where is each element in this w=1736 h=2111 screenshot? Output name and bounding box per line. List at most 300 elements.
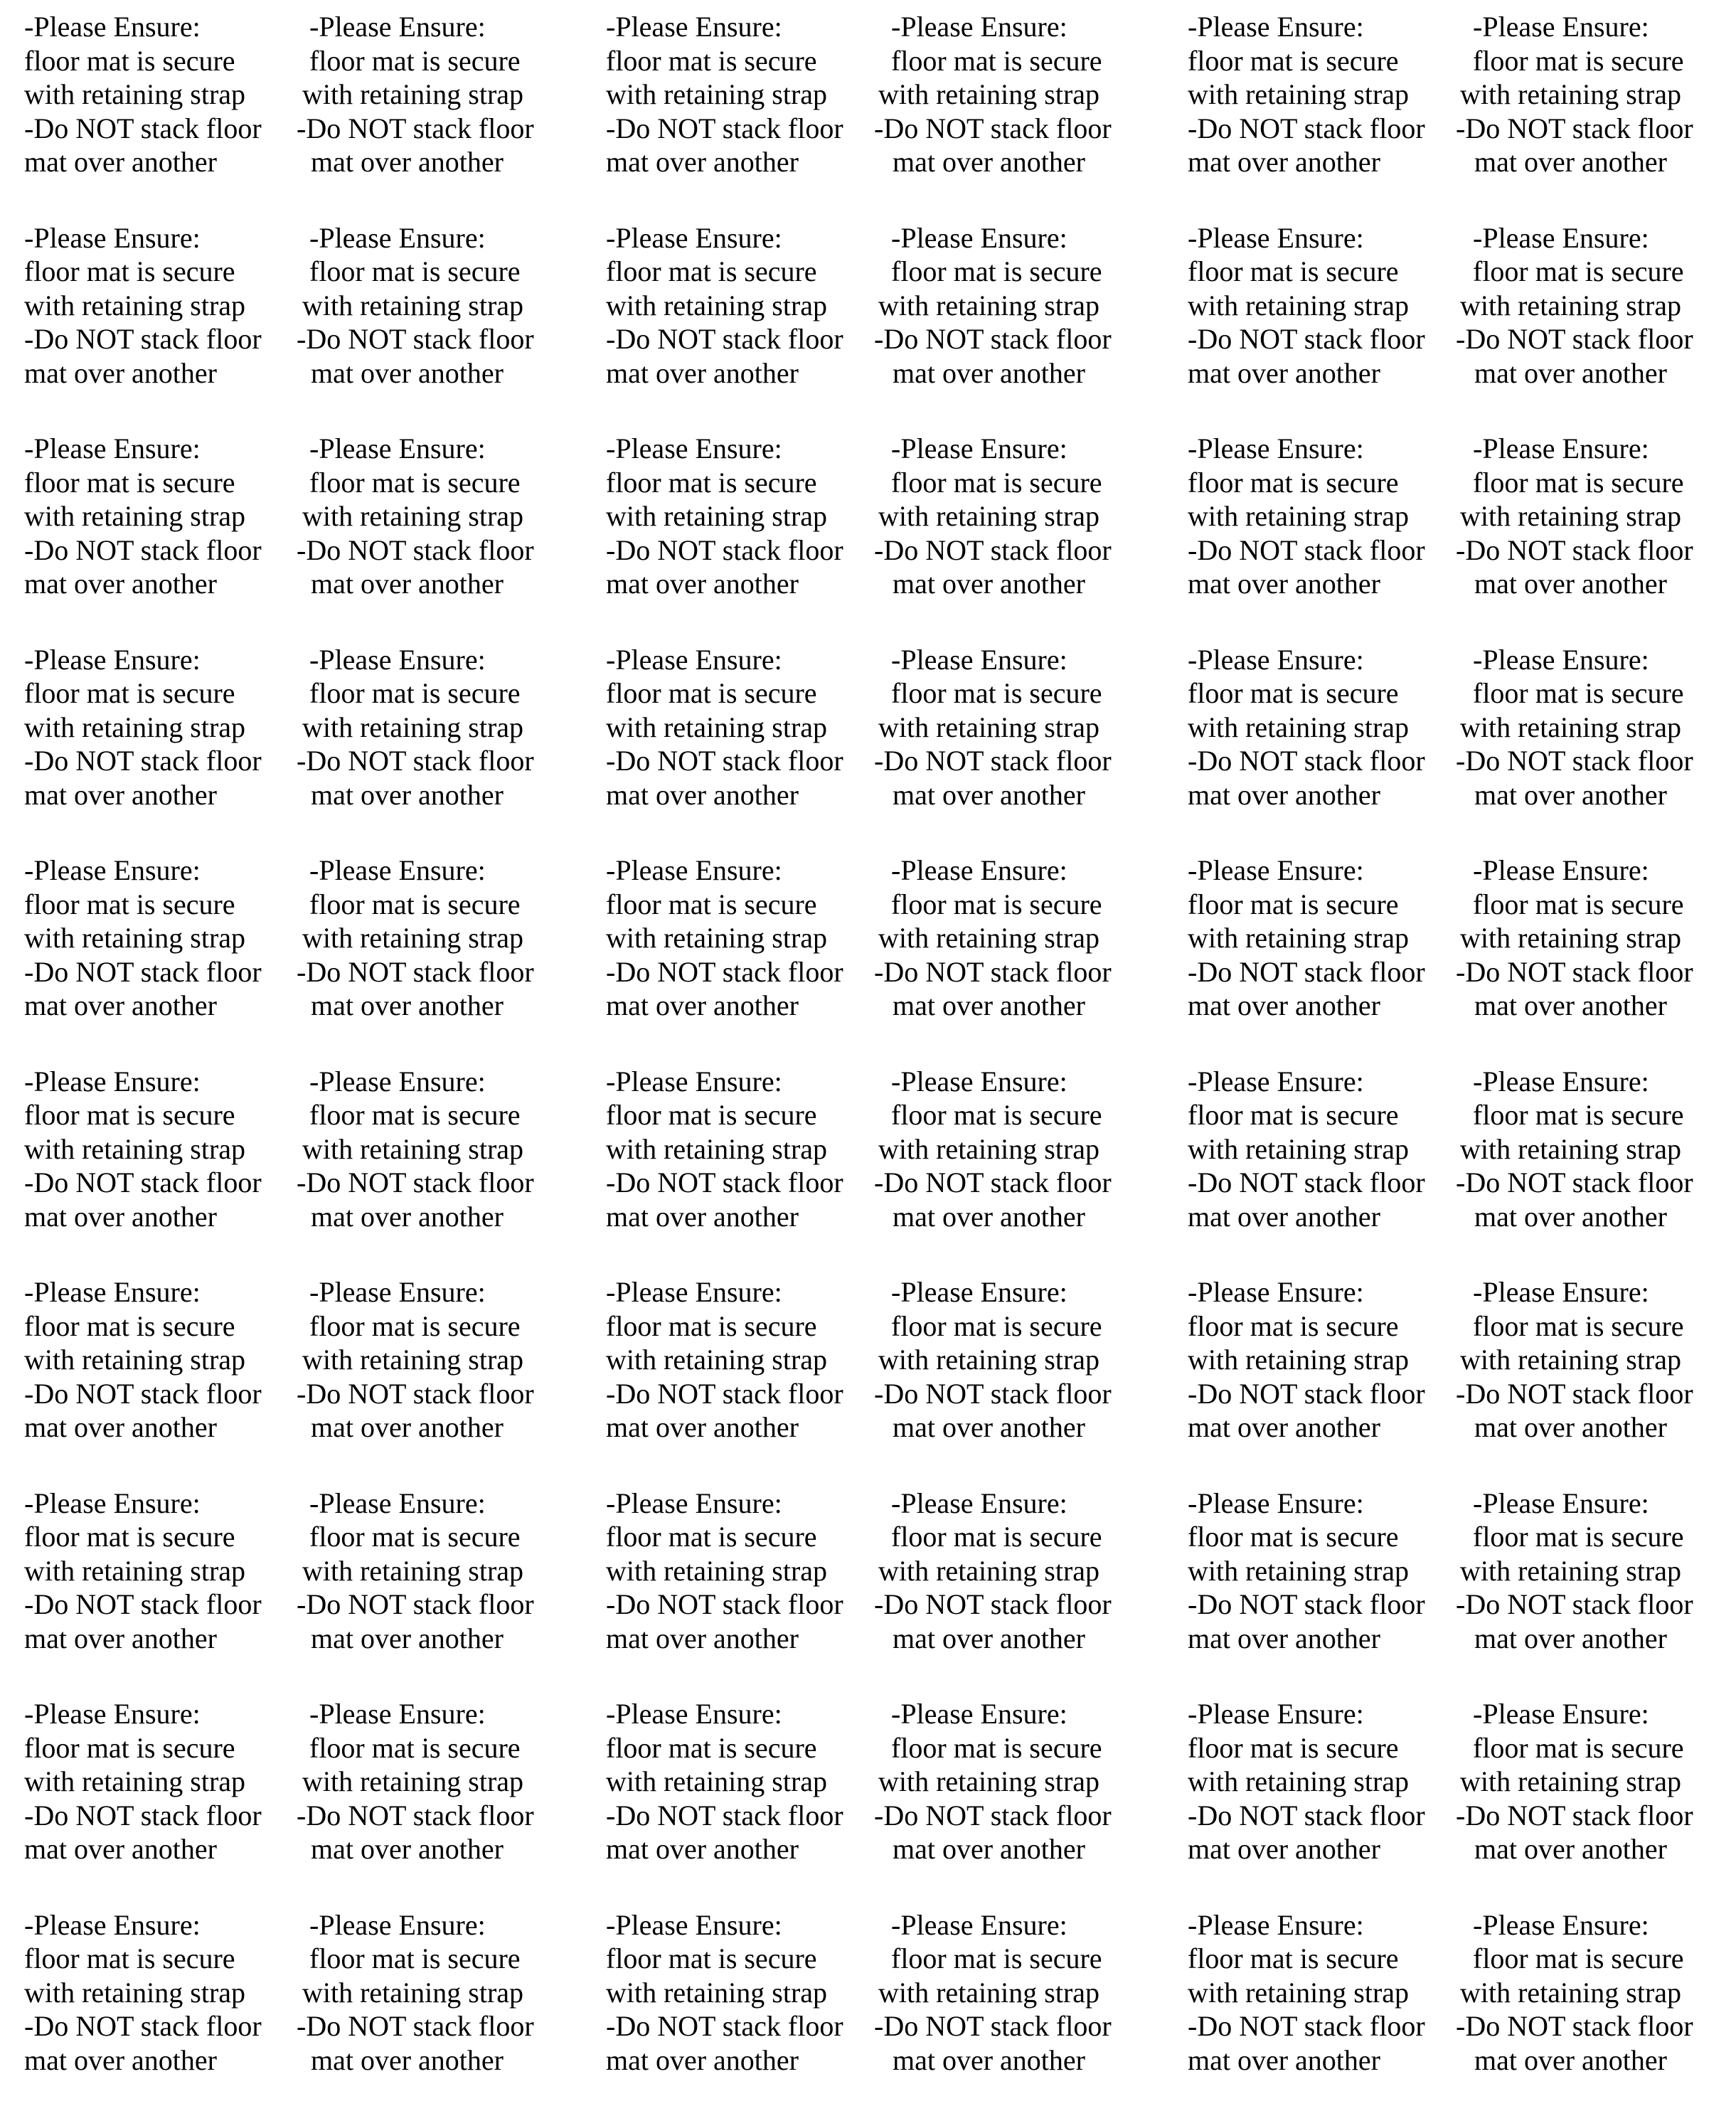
label-line: with retaining strap	[302, 1976, 524, 2009]
mat-label	[606, 10, 890, 179]
label-line: with retaining strap	[24, 1344, 246, 1376]
label-line: with retaining strap	[1188, 922, 1410, 954]
label-line: with retaining strap	[1188, 500, 1410, 532]
label-line: mat over another	[606, 1833, 799, 1865]
label-line: -Do NOT stack floor	[606, 112, 843, 144]
label-line: -Do NOT stack floor	[297, 1588, 534, 1620]
label-line: floor mat is secure	[24, 1731, 235, 1764]
label-line: mat over another	[893, 2043, 1085, 2076]
mat-label	[297, 1908, 587, 2078]
label-line: with retaining strap	[24, 500, 246, 532]
label-line: -Please Ensure:	[606, 1908, 782, 1941]
label-line: with retaining strap	[302, 711, 524, 743]
label-line: mat over another	[1188, 2043, 1380, 2076]
label-line: -Please Ensure:	[1188, 221, 1364, 254]
label-line: -Please Ensure:	[606, 854, 782, 886]
mat-label	[1188, 1487, 1472, 1656]
label-line: with retaining strap	[606, 1344, 828, 1376]
mat-label	[24, 432, 309, 601]
label-line: -Do NOT stack floor	[1188, 1588, 1425, 1620]
mat-label	[874, 1908, 1168, 2078]
mat-label	[874, 1487, 1168, 1656]
mat-label	[24, 854, 309, 1023]
label-line: -Please Ensure:	[24, 1065, 201, 1097]
label-line: -Do NOT stack floor	[1456, 1377, 1693, 1410]
label-line: -Please Ensure:	[891, 1276, 1067, 1308]
label-line: floor mat is secure	[1473, 1521, 1684, 1553]
label-line: -Do NOT stack floor	[297, 533, 534, 566]
label-line: with retaining strap	[24, 1132, 246, 1165]
label-line: -Do NOT stack floor	[24, 1799, 262, 1831]
mat-label	[1188, 432, 1472, 601]
label-line: mat over another	[893, 1833, 1085, 1865]
label-line: -Do NOT stack floor	[1456, 1166, 1693, 1198]
label-line: -Please Ensure:	[1188, 1908, 1364, 1941]
label-line: -Do NOT stack floor	[297, 1377, 534, 1410]
label-line: mat over another	[606, 1622, 799, 1654]
label-line: -Please Ensure:	[1188, 1698, 1364, 1730]
label-line: -Do NOT stack floor	[1188, 112, 1425, 144]
label-line: with retaining strap	[878, 289, 1100, 321]
mat-label	[24, 221, 309, 390]
label-line: floor mat is secure	[1188, 1521, 1399, 1553]
label-line: mat over another	[1188, 146, 1380, 178]
label-line: with retaining strap	[606, 922, 828, 954]
label-line: mat over another	[24, 1411, 217, 1443]
label-line: -Do NOT stack floor	[297, 745, 534, 777]
mat-label	[874, 1275, 1168, 1445]
label-line: -Do NOT stack floor	[24, 955, 262, 988]
label-line: -Please Ensure:	[1188, 643, 1364, 676]
label-line: -Do NOT stack floor	[24, 112, 262, 144]
label-line: floor mat is secure	[606, 1099, 817, 1131]
label-line: -Do NOT stack floor	[874, 112, 1112, 144]
label-line: -Please Ensure:	[1473, 432, 1649, 464]
label-line: mat over another	[24, 568, 217, 600]
label-line: with retaining strap	[1460, 922, 1682, 954]
label-line: mat over another	[606, 568, 799, 600]
label-line: floor mat is secure	[606, 44, 817, 77]
label-line: -Do NOT stack floor	[24, 323, 262, 355]
label-line: with retaining strap	[1188, 78, 1410, 110]
label-line: floor mat is secure	[24, 44, 235, 77]
label-line: floor mat is secure	[309, 1309, 521, 1342]
label-line: floor mat is secure	[891, 1731, 1102, 1764]
label-line: floor mat is secure	[309, 255, 521, 287]
label-line: with retaining strap	[878, 78, 1100, 110]
label-line: with retaining strap	[1460, 1765, 1682, 1797]
label-line: -Please Ensure:	[24, 854, 201, 886]
label-line: -Do NOT stack floor	[874, 323, 1112, 355]
mat-label	[297, 1697, 587, 1866]
label-line: with retaining strap	[878, 500, 1100, 532]
label-line: mat over another	[24, 1833, 217, 1865]
label-line: with retaining strap	[1460, 78, 1682, 110]
label-line: -Please Ensure:	[1473, 1065, 1649, 1097]
mat-label	[1456, 1275, 1736, 1445]
mat-label	[1456, 1065, 1736, 1234]
mat-label	[874, 432, 1168, 601]
label-line: -Please Ensure:	[606, 221, 782, 254]
label-line: floor mat is secure	[24, 1521, 235, 1553]
label-line: floor mat is secure	[606, 1731, 817, 1764]
label-line: mat over another	[1474, 2043, 1667, 2076]
label-line: mat over another	[24, 1200, 217, 1233]
label-line: -Please Ensure:	[891, 1908, 1067, 1941]
label-line: with retaining strap	[878, 1554, 1100, 1587]
label-line: floor mat is secure	[606, 466, 817, 499]
label-line: -Do NOT stack floor	[1188, 1377, 1425, 1410]
label-line: -Please Ensure:	[1188, 11, 1364, 43]
label-line: -Do NOT stack floor	[1188, 745, 1425, 777]
label-line: -Do NOT stack floor	[606, 745, 843, 777]
label-line: with retaining strap	[1460, 711, 1682, 743]
label-line: -Do NOT stack floor	[1456, 955, 1693, 988]
label-line: mat over another	[1474, 568, 1667, 600]
label-line: with retaining strap	[1460, 289, 1682, 321]
label-line: floor mat is secure	[606, 255, 817, 287]
label-line: with retaining strap	[1460, 1976, 1682, 2009]
label-line: -Please Ensure:	[24, 1698, 201, 1730]
label-line: -Please Ensure:	[1473, 11, 1649, 43]
label-line: -Do NOT stack floor	[606, 533, 843, 566]
label-line: -Do NOT stack floor	[24, 2010, 262, 2042]
label-line: mat over another	[1188, 568, 1380, 600]
label-line: with retaining strap	[1188, 711, 1410, 743]
label-line: -Please Ensure:	[24, 1487, 201, 1519]
mat-label	[297, 854, 587, 1023]
label-line: with retaining strap	[24, 1765, 246, 1797]
label-line: -Do NOT stack floor	[1456, 323, 1693, 355]
label-line: -Please Ensure:	[24, 221, 201, 254]
label-line: -Do NOT stack floor	[1188, 1799, 1425, 1831]
label-line: floor mat is secure	[309, 44, 521, 77]
label-line: mat over another	[893, 146, 1085, 178]
label-line: mat over another	[893, 1200, 1085, 1233]
label-line: -Please Ensure:	[309, 11, 486, 43]
mat-label	[874, 1065, 1168, 1234]
label-line: -Please Ensure:	[1188, 854, 1364, 886]
mat-label	[297, 221, 587, 390]
mat-label	[1188, 1697, 1472, 1866]
label-line: -Please Ensure:	[1473, 221, 1649, 254]
mat-label	[1456, 10, 1736, 179]
label-line: mat over another	[606, 2043, 799, 2076]
mat-label	[1188, 1065, 1472, 1234]
mat-label	[606, 1908, 890, 2078]
mat-label	[606, 1487, 890, 1656]
label-line: -Do NOT stack floor	[1456, 745, 1693, 777]
label-line: with retaining strap	[1460, 500, 1682, 532]
label-line: -Please Ensure:	[309, 1908, 486, 1941]
label-line: mat over another	[1188, 778, 1380, 811]
label-line: floor mat is secure	[1188, 1099, 1399, 1131]
label-line: -Do NOT stack floor	[606, 1588, 843, 1620]
label-line: mat over another	[24, 2043, 217, 2076]
label-line: -Please Ensure:	[891, 643, 1067, 676]
mat-label	[874, 10, 1168, 179]
mat-label	[24, 1065, 309, 1234]
label-line: -Please Ensure:	[606, 432, 782, 464]
label-line: with retaining strap	[1188, 1554, 1410, 1587]
label-line: floor mat is secure	[891, 888, 1102, 920]
label-line: -Please Ensure:	[891, 1487, 1067, 1519]
label-line: floor mat is secure	[1473, 888, 1684, 920]
label-line: -Do NOT stack floor	[1188, 1166, 1425, 1198]
label-line: -Do NOT stack floor	[1456, 1799, 1693, 1831]
label-line: -Please Ensure:	[309, 221, 486, 254]
label-line: -Please Ensure:	[891, 221, 1067, 254]
label-line: floor mat is secure	[891, 1099, 1102, 1131]
mat-label	[1188, 10, 1472, 179]
label-line: -Do NOT stack floor	[1456, 533, 1693, 566]
label-line: -Do NOT stack floor	[24, 1377, 262, 1410]
label-line: mat over another	[1474, 778, 1667, 811]
label-line: mat over another	[893, 356, 1085, 389]
label-line: with retaining strap	[302, 1344, 524, 1376]
mat-label	[1188, 1908, 1472, 2078]
mat-label	[1456, 1908, 1736, 2078]
label-line: mat over another	[24, 778, 217, 811]
label-line: mat over another	[606, 1200, 799, 1233]
label-line: with retaining strap	[24, 711, 246, 743]
label-line: -Please Ensure:	[309, 1487, 486, 1519]
label-line: floor mat is secure	[24, 1942, 235, 1974]
label-line: with retaining strap	[302, 1554, 524, 1587]
label-line: with retaining strap	[878, 1132, 1100, 1165]
mat-label	[606, 854, 890, 1023]
mat-label	[297, 432, 587, 601]
label-line: -Do NOT stack floor	[1456, 112, 1693, 144]
mat-label	[1188, 643, 1472, 812]
label-line: -Do NOT stack floor	[606, 1166, 843, 1198]
label-line: mat over another	[311, 1200, 504, 1233]
label-line: with retaining strap	[1188, 1344, 1410, 1376]
label-line: with retaining strap	[878, 1344, 1100, 1376]
label-line: -Do NOT stack floor	[606, 1799, 843, 1831]
label-line: mat over another	[606, 146, 799, 178]
mat-label	[606, 1697, 890, 1866]
label-line: -Please Ensure:	[1188, 1276, 1364, 1308]
label-line: -Do NOT stack floor	[606, 1377, 843, 1410]
label-line: -Please Ensure:	[1188, 1487, 1364, 1519]
label-line: floor mat is secure	[1188, 1942, 1399, 1974]
mat-label	[874, 854, 1168, 1023]
label-line: mat over another	[24, 1622, 217, 1654]
label-line: floor mat is secure	[24, 888, 235, 920]
label-line: -Please Ensure:	[606, 1276, 782, 1308]
mat-label	[24, 1697, 309, 1866]
mat-label	[874, 643, 1168, 812]
label-line: -Please Ensure:	[891, 1698, 1067, 1730]
label-line: floor mat is secure	[1473, 1099, 1684, 1131]
label-line: floor mat is secure	[606, 888, 817, 920]
label-line: with retaining strap	[606, 1132, 828, 1165]
label-line: floor mat is secure	[1188, 44, 1399, 77]
label-line: mat over another	[893, 1411, 1085, 1443]
label-line: floor mat is secure	[1473, 1942, 1684, 1974]
label-line: -Please Ensure:	[606, 11, 782, 43]
mat-label	[1456, 221, 1736, 390]
label-line: floor mat is secure	[309, 1942, 521, 1974]
label-line: floor mat is secure	[606, 1942, 817, 1974]
label-line: -Please Ensure:	[309, 432, 486, 464]
label-line: floor mat is secure	[606, 1521, 817, 1553]
label-line: -Please Ensure:	[24, 1908, 201, 1941]
label-line: floor mat is secure	[891, 677, 1102, 709]
label-line: floor mat is secure	[1473, 677, 1684, 709]
label-line: floor mat is secure	[1188, 466, 1399, 499]
mat-label	[874, 1697, 1168, 1866]
label-line: mat over another	[311, 778, 504, 811]
mat-label	[24, 1908, 309, 2078]
label-line: floor mat is secure	[24, 677, 235, 709]
label-line: -Please Ensure:	[1473, 1487, 1649, 1519]
label-line: mat over another	[1188, 1200, 1380, 1233]
mat-label	[874, 221, 1168, 390]
label-line: with retaining strap	[302, 289, 524, 321]
label-line: mat over another	[1474, 989, 1667, 1021]
label-line: -Do NOT stack floor	[1456, 1588, 1693, 1620]
label-line: -Do NOT stack floor	[874, 1588, 1112, 1620]
label-line: -Do NOT stack floor	[24, 1588, 262, 1620]
label-line: floor mat is secure	[1188, 255, 1399, 287]
label-line: -Please Ensure:	[1473, 1698, 1649, 1730]
label-line: with retaining strap	[606, 289, 828, 321]
mat-label	[24, 1275, 309, 1445]
label-line: mat over another	[1474, 1200, 1667, 1233]
label-line: floor mat is secure	[309, 1099, 521, 1131]
label-line: -Do NOT stack floor	[874, 1799, 1112, 1831]
label-line: with retaining strap	[606, 500, 828, 532]
label-line: mat over another	[311, 1411, 504, 1443]
label-line: -Do NOT stack floor	[297, 2010, 534, 2042]
label-line: -Do NOT stack floor	[24, 745, 262, 777]
label-line: -Do NOT stack floor	[297, 955, 534, 988]
label-line: floor mat is secure	[1473, 255, 1684, 287]
label-line: with retaining strap	[302, 1765, 524, 1797]
label-line: -Please Ensure:	[891, 1065, 1067, 1097]
label-line: with retaining strap	[302, 78, 524, 110]
label-line: -Please Ensure:	[606, 1487, 782, 1519]
label-line: with retaining strap	[606, 1976, 828, 2009]
mat-label	[1456, 643, 1736, 812]
label-line: mat over another	[606, 1411, 799, 1443]
label-line: mat over another	[24, 989, 217, 1021]
mat-label	[24, 643, 309, 812]
label-line: mat over another	[1474, 1622, 1667, 1654]
label-line: mat over another	[893, 989, 1085, 1021]
label-line: -Please Ensure:	[891, 11, 1067, 43]
label-line: with retaining strap	[606, 1765, 828, 1797]
label-line: -Please Ensure:	[606, 643, 782, 676]
label-line: mat over another	[1474, 1411, 1667, 1443]
label-line: -Please Ensure:	[1188, 1065, 1364, 1097]
label-line: -Do NOT stack floor	[24, 1166, 262, 1198]
label-line: with retaining strap	[878, 1765, 1100, 1797]
label-line: -Please Ensure:	[1473, 1908, 1649, 1941]
label-line: -Do NOT stack floor	[297, 112, 534, 144]
label-line: with retaining strap	[24, 1976, 246, 2009]
mat-label	[606, 221, 890, 390]
mat-label	[1188, 854, 1472, 1023]
label-line: -Please Ensure:	[309, 1698, 486, 1730]
label-line: mat over another	[1188, 1833, 1380, 1865]
label-line: with retaining strap	[606, 711, 828, 743]
label-line: mat over another	[893, 568, 1085, 600]
label-line: -Do NOT stack floor	[24, 533, 262, 566]
label-line: mat over another	[1474, 356, 1667, 389]
label-line: floor mat is secure	[24, 1309, 235, 1342]
label-line: -Do NOT stack floor	[874, 2010, 1112, 2042]
label-line: floor mat is secure	[891, 1942, 1102, 1974]
mat-label	[297, 643, 587, 812]
label-line: mat over another	[1188, 1622, 1380, 1654]
mat-label	[297, 10, 587, 179]
label-line: floor mat is secure	[309, 1731, 521, 1764]
label-line: -Do NOT stack floor	[1188, 2010, 1425, 2042]
label-line: -Do NOT stack floor	[1188, 323, 1425, 355]
label-line: with retaining strap	[24, 1554, 246, 1587]
label-line: with retaining strap	[878, 1976, 1100, 2009]
label-line: -Please Ensure:	[1473, 1276, 1649, 1308]
label-line: floor mat is secure	[309, 1521, 521, 1553]
mat-label	[1456, 432, 1736, 601]
label-line: floor mat is secure	[891, 466, 1102, 499]
label-line: with retaining strap	[1188, 289, 1410, 321]
mat-label	[297, 1487, 587, 1656]
mat-label	[606, 1065, 890, 1234]
label-line: floor mat is secure	[1473, 44, 1684, 77]
label-line: mat over another	[893, 778, 1085, 811]
label-line: -Please Ensure:	[891, 854, 1067, 886]
label-line: mat over another	[311, 146, 504, 178]
label-line: mat over another	[1188, 356, 1380, 389]
mat-label	[297, 1065, 587, 1234]
label-line: floor mat is secure	[1473, 466, 1684, 499]
mat-label	[1456, 1697, 1736, 1866]
label-line: with retaining strap	[606, 1554, 828, 1587]
label-line: floor mat is secure	[891, 44, 1102, 77]
label-line: -Do NOT stack floor	[874, 533, 1112, 566]
label-line: -Please Ensure:	[24, 643, 201, 676]
label-line: -Do NOT stack floor	[874, 1166, 1112, 1198]
label-line: with retaining strap	[24, 922, 246, 954]
label-line: -Please Ensure:	[24, 11, 201, 43]
label-line: floor mat is secure	[1188, 888, 1399, 920]
label-line: mat over another	[311, 568, 504, 600]
label-line: with retaining strap	[878, 711, 1100, 743]
label-line: floor mat is secure	[891, 1521, 1102, 1553]
label-line: floor mat is secure	[891, 255, 1102, 287]
label-line: mat over another	[24, 146, 217, 178]
label-line: -Do NOT stack floor	[297, 1166, 534, 1198]
label-line: floor mat is secure	[606, 1309, 817, 1342]
label-line: floor mat is secure	[1188, 677, 1399, 709]
label-line: mat over another	[311, 356, 504, 389]
label-line: floor mat is secure	[24, 1099, 235, 1131]
label-line: with retaining strap	[606, 78, 828, 110]
label-line: -Please Ensure:	[309, 1065, 486, 1097]
label-line: -Please Ensure:	[1188, 432, 1364, 464]
label-line: with retaining strap	[302, 500, 524, 532]
label-line: with retaining strap	[24, 289, 246, 321]
label-line: mat over another	[311, 1622, 504, 1654]
label-line: floor mat is secure	[309, 888, 521, 920]
mat-label	[606, 1275, 890, 1445]
label-line: -Do NOT stack floor	[1188, 955, 1425, 988]
label-line: floor mat is secure	[309, 466, 521, 499]
